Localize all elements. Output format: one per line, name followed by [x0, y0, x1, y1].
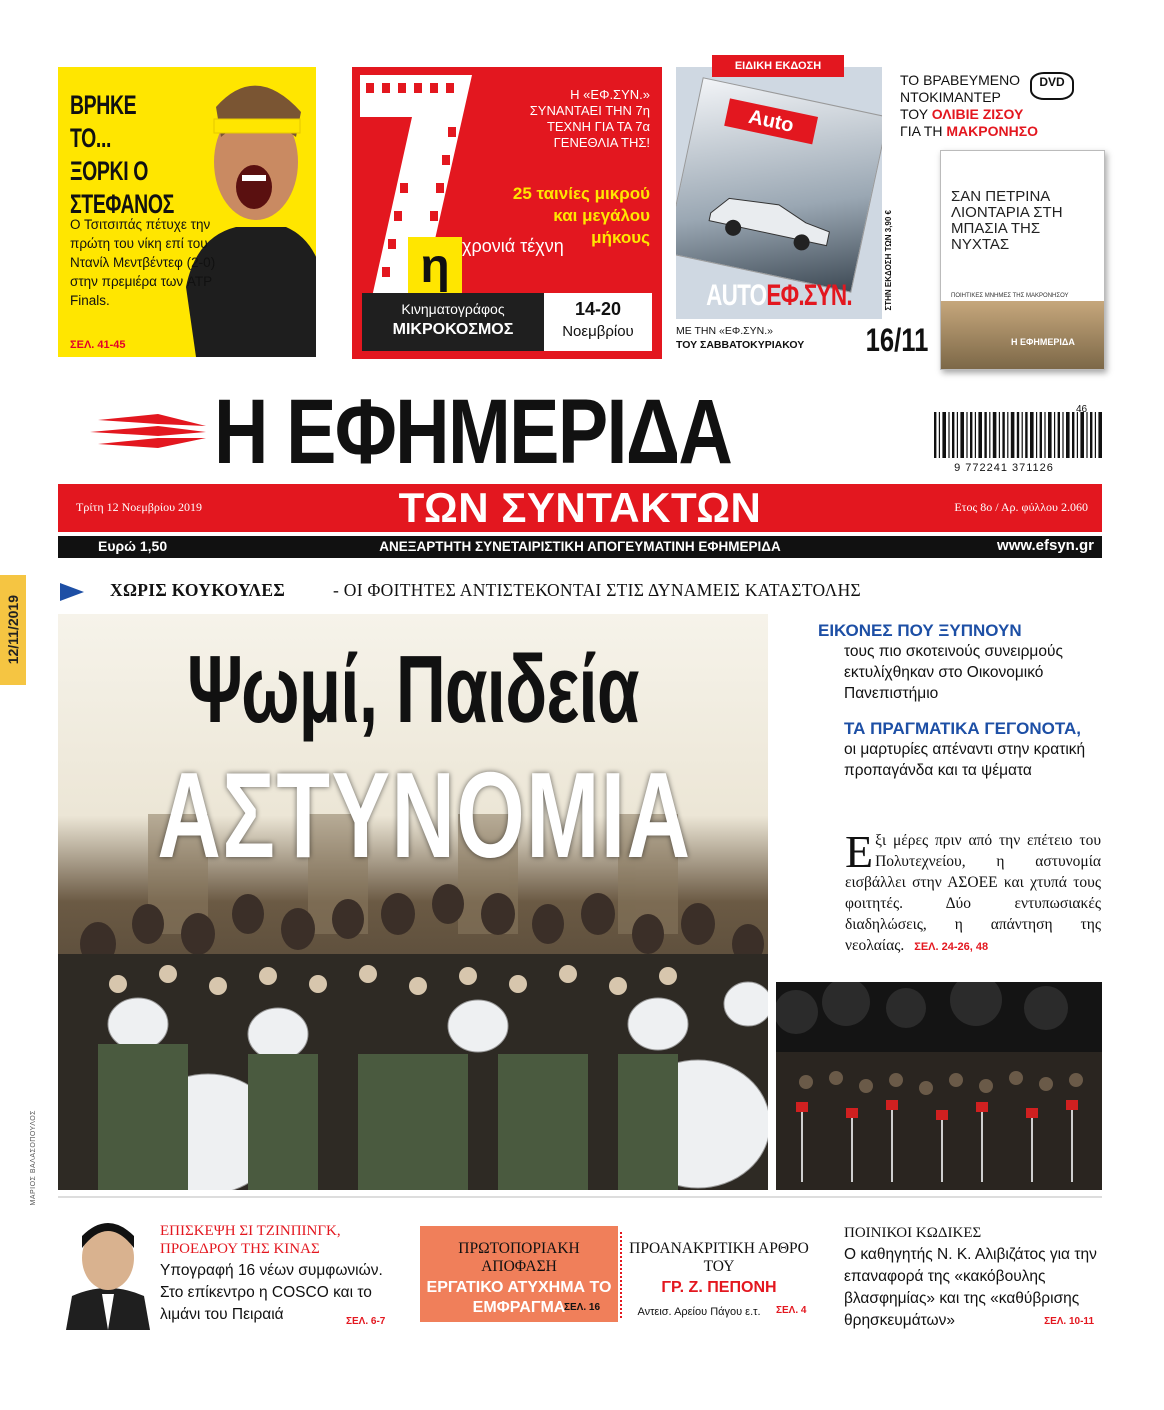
main-headline-line2: ΑΣΤΥΝΟΜΙΑ	[157, 747, 692, 883]
auto-brand-a: AUTO	[706, 279, 767, 312]
side-date-tab	[0, 575, 26, 685]
dvd-director: ΟΛΙΒΙΕ ΖΙΣΟΥ	[931, 106, 1024, 122]
masthead-red-band	[58, 484, 1102, 532]
promo-cinema-blurb: Η «ΕΦ.ΣΥΝ.» ΣΥΝΑΝΤΑΕΙ ΤΗΝ 7η ΤΕΧΝΗ ΓΙΑ ΤΑ 7α ΓΕΝΕΘΛΙΑ ΤΗΣ!	[529, 87, 650, 150]
barcode	[934, 404, 1102, 478]
auto-release-date: 16/11	[865, 322, 928, 358]
dvd-line1: ΤΟ ΒΡΑΒΕΥΜΕΝΟ	[900, 72, 1021, 88]
promo-sport-page-ref: ΣΕΛ. 41-45	[70, 339, 126, 351]
barcode-issue: 46	[1076, 404, 1088, 415]
box-left-kicker: ΠΡΩΤΟΠΟΡΙΑΚΗ ΑΠΟΦΑΣΗ	[458, 1240, 580, 1275]
box-peponis-article[interactable]	[624, 1226, 814, 1322]
xi-story[interactable]	[160, 1222, 400, 1326]
lead-text: ξι μέρες πριν από την επέτειο του Πολυτεχνείου, η αστυνομία εισβάλλει στην ΑΣΟΕΕ και χτυπά τους φοιτητές. Δύο εντυπωσιακές διαδηλώσεις, η απάντηση της νεολαίας.	[845, 832, 1101, 954]
issue-number: Ετος 8ο / Αρ. φύλλου 2.060	[954, 500, 1088, 514]
penal-codes-story[interactable]	[844, 1224, 1104, 1332]
story2-body: οι μαρτυρίες απέναντι στην κρατική προπαγάνδα και τα ψέματα	[844, 741, 1086, 779]
penal-story-kicker: ΠΟΙΝΙΚΟΙ ΚΩΔΙΚΕΣ	[844, 1225, 982, 1241]
box-right-caption: Αντεισ. Αρείου Πάγου ε.τ.	[637, 1306, 761, 1318]
special-edition-badge: ΕΙΔΙΚΗ ΕΚΔΟΣΗ	[712, 55, 844, 77]
promo-cinema-films: 25 ταινίες μικρού και μεγάλου μήκους	[512, 184, 650, 247]
masthead-subtitle: ΤΩΝ ΣΥΝΤΑΚΤΩΝ	[398, 484, 762, 531]
dvd-spine	[884, 210, 914, 330]
dvd-cover-image	[941, 301, 1104, 370]
dvd-spine-text: ΣΤΗΝ ΕΚΔΟΣΗ ΤΩΝ 3,90 €	[884, 210, 893, 311]
xi-story-page-ref: ΣΕΛ. 6-7	[346, 1316, 386, 1327]
promo-dvd-text	[900, 72, 1110, 140]
divider	[58, 1196, 1102, 1198]
tennis-player-photo	[176, 67, 316, 357]
xi-story-body: Υπογραφή 16 νέων συμφωνιών. Στο επίκεντρο η COSCO και το λιμάνι του Πειραιά	[160, 1262, 383, 1323]
festival-date-range: 14-20	[574, 299, 622, 319]
box-right-kicker: ΠΡΟΑΝΑΚΡΙΤΙΚΗ ΑΡΘΡΟ ΤΟΥ	[629, 1240, 809, 1275]
auto-magazine-cover	[676, 77, 882, 293]
tagline: ΑΝΕΞΑΡΤΗΤΗ ΣΥΝΕΤΑΙΡΙΣΤΙΚΗ ΑΠΟΓΕΥΜΑΤΙΝΗ ΕΦΗΜΕΡΙΔΑ	[379, 539, 781, 554]
student-march-photo	[776, 982, 1102, 1190]
masthead-title: Η ΕΦΗΜΕΡΙΔΑ	[214, 381, 732, 483]
dotted-divider	[620, 1232, 622, 1318]
penal-story-page-ref: ΣΕΛ. 10-11	[1044, 1316, 1094, 1327]
dvd-cover-title: ΣΑΝ ΠΕΤΡΙΝΑ ΛΙΟΝΤΑΡΙΑ ΣΤΗ ΜΠΑΣΙΑ ΤΗΣ ΝΥΧΤΑΣ	[951, 188, 1063, 253]
lead-page-ref[interactable]: ΣΕΛ. 24-26, 48	[914, 941, 989, 953]
promo-sport-body: Ο Τσιτσιπάς πέτυχε την πρώτη του νίκη επί του Ντανίλ Μεντβέντεφ (2-0) στην πρεμιέρα των ATP Finals.	[70, 217, 216, 308]
story1-headline[interactable]: ΕΙΚΟΝΕΣ ΠΟΥ ΞΥΠΝΟΥΝ	[818, 621, 1022, 640]
box-work-accident[interactable]	[420, 1226, 618, 1322]
promo-cinema-eta: η	[408, 237, 462, 303]
kicker-rest: - ΟΙ ΦΟΙΤΗΤΕΣ ΑΝΤΙΣΤΕΚΟΝΤΑΙ ΣΤΙΣ ΔΥΝΑΜΕΙΣ ΚΑΤΑΣΤΟΛΗΣ	[333, 580, 862, 600]
auto-release-text	[676, 324, 804, 352]
auto-magazine-logo: Auto	[724, 98, 818, 144]
publication-date: Τρίτη 12 Νοεμβρίου 2019	[76, 500, 203, 514]
box-left-page-ref: ΣΕΛ. 16	[564, 1302, 601, 1313]
xi-story-kicker: ΕΠΙΣΚΕΨΗ ΣΙ ΤΖΙΝΠΙΝΓΚ, ΠΡΟΕΔΡΟΥ ΤΗΣ ΚΙΝΑΣ	[160, 1223, 341, 1257]
venue-label: Κινηματογράφος	[401, 301, 505, 317]
lead-paragraph	[845, 826, 1101, 958]
dvd-line4a: ΓΙΑ ΤΗ	[900, 123, 947, 139]
car-icon	[702, 173, 842, 259]
festival-dates	[544, 293, 652, 351]
auto-release-line2: ΤΟΥ ΣΑΒΒΑΤΟΚΥΡΙΑΚΟΥ	[676, 339, 805, 351]
dvd-cover[interactable]	[940, 150, 1105, 370]
dvd-logo-icon: DVD	[1030, 72, 1074, 100]
kicker	[60, 580, 1110, 606]
dvd-topic: ΜΑΚΡΟΝΗΣΟ	[946, 123, 1038, 139]
promo-cinema-venue-bar	[362, 293, 652, 351]
auto-brand	[702, 279, 857, 313]
box-right-page-ref: ΣΕΛ. 4	[776, 1305, 807, 1316]
penal-story-body: Ο καθηγητής Ν. Κ. Αλιβιζάτος για την επαναφορά της «κακόβουλης βλασφημίας» και της «καθύβρισης θρησκευμάτων»	[844, 1246, 1097, 1329]
dvd-cover-subtitle: ΠΟΙΗΤΙΚΕΣ ΜΝΗΜΕΣ ΤΗΣ ΜΑΚΡΟΝΗΣΟΥ	[951, 293, 1069, 299]
dvd-cover-paper-logo: Η ΕΦΗΜΕΡΙΔΑ	[1011, 337, 1075, 347]
dvd-line2: ΝΤΟΚΙΜΑΝΤΕΡ	[900, 89, 1001, 105]
barcode-bars	[934, 412, 1102, 458]
dvd-line3a: ΤΟΥ	[900, 106, 932, 122]
website-link[interactable]: www.efsyn.gr	[997, 537, 1094, 554]
side-date-text: 12/11/2019	[5, 595, 21, 665]
festival-month: Νοεμβρίου	[562, 323, 634, 340]
box-right-title: ΓΡ. Ζ. ΠΕΠΟΝΗ	[661, 1279, 777, 1296]
box-left-title: ΕΡΓΑΤΙΚΟ ΑΤΥΧΗΜΑ ΤΟ ΕΜΦΡΑΓΜΑ	[426, 1279, 612, 1316]
story1-body: τους πιο σκοτεινούς συνειρμούς εκτυλίχθηκαν στο Οικονομικό Πανεπιστήμιο	[844, 643, 1063, 702]
auto-release-line1: ΜΕ ΤΗΝ «ΕΦ.ΣΥΝ.»	[676, 325, 773, 337]
promo-cinema[interactable]	[352, 67, 662, 359]
masthead-black-band	[58, 536, 1102, 558]
auto-brand-b: ΕΦ.ΣΥΝ.	[766, 279, 852, 312]
lead-dropcap: Ε	[845, 826, 874, 877]
main-story-photo[interactable]	[58, 614, 768, 1190]
side-stories	[818, 620, 1108, 781]
promo-cinema-chrono: χρονιά τέχνη	[462, 236, 564, 256]
promo-sport[interactable]	[58, 67, 316, 357]
photo-credit: ΜΑΡΙΟΣ ΒΑΛΑΣΟΠΟΥΛΟΣ	[30, 1110, 37, 1206]
xi-jinping-portrait	[58, 1200, 158, 1330]
pen-nib-logo-icon	[88, 398, 208, 458]
main-headline-line1: Ψωμί, Παιδεία	[187, 636, 639, 743]
venue-info	[362, 293, 544, 351]
story2-headline[interactable]: ΤΑ ΠΡΑΓΜΑΤΙΚΑ ΓΕΓΟΝΟΤΑ,	[844, 719, 1082, 738]
kicker-lead: ΧΩΡΙΣ ΚΟΥΚΟΥΛΕΣ	[110, 580, 286, 600]
price: Ευρώ 1,50	[98, 538, 168, 554]
promo-auto[interactable]	[676, 67, 882, 319]
barcode-number: 9 772241 371126	[954, 462, 1054, 474]
promo-sport-headline: ΒΡΗΚΕ ΤΟ... ΞΟΡΚΙ Ο ΣΤΕΦΑΝΟΣ	[70, 90, 174, 219]
triangle-arrow-icon	[60, 583, 84, 601]
venue-name: ΜΙΚΡΟΚΟΣΜΟΣ	[392, 321, 514, 338]
